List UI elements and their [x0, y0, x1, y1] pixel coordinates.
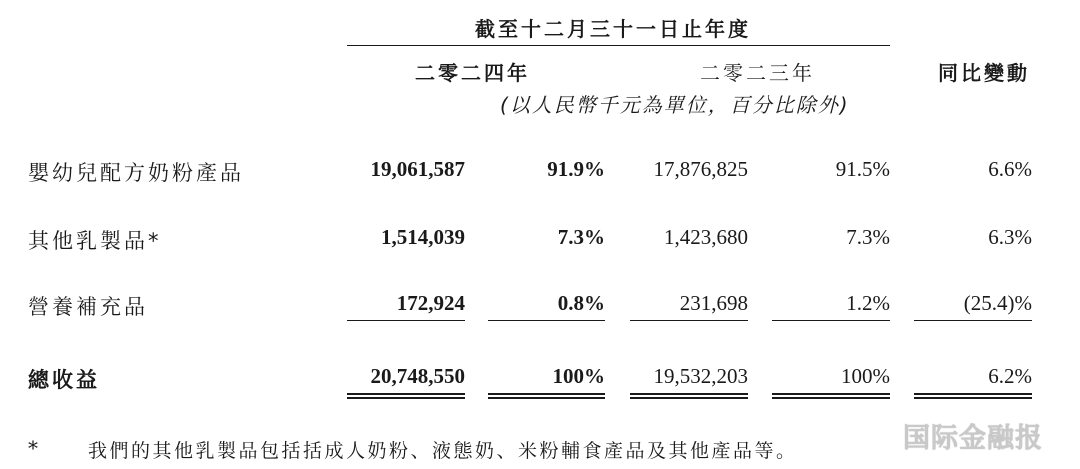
row-label: 嬰幼兒配方奶粉產品	[28, 161, 244, 185]
amount-2023: 1,423,680	[664, 225, 748, 249]
column-header-2024: 二零二四年	[415, 61, 530, 85]
percent-2023: 1.2%	[846, 291, 890, 315]
total-percent-2023: 100%	[841, 364, 890, 388]
column-header-2023: 二零二三年	[700, 61, 815, 85]
yoy-change: (25.4)%	[963, 291, 1032, 315]
header-rule	[347, 45, 890, 46]
row-label: 營養補充品	[28, 295, 148, 319]
footnote-text: 我們的其他乳製品包括括成人奶粉、液態奶、米粉輔食產品及其他產品等。	[88, 440, 798, 462]
yoy-change: 6.3%	[988, 225, 1032, 249]
period-title: 截至十二月三十一日止年度	[475, 17, 751, 41]
footnote-marker: *	[28, 436, 38, 460]
percent-2023: 7.3%	[846, 225, 890, 249]
yoy-change: 6.6%	[988, 157, 1032, 181]
percent-2024: 0.8%	[557, 291, 605, 315]
total-percent-2024: 100%	[552, 364, 605, 388]
total-label: 總收益	[28, 368, 100, 392]
amount-2024: 1,514,039	[381, 225, 465, 249]
total-yoy-change: 6.2%	[988, 364, 1032, 388]
amount-2023: 231,698	[679, 291, 748, 315]
amount-2023: 17,876,825	[653, 157, 748, 181]
percent-2024: 91.9%	[547, 157, 605, 181]
amount-2024: 19,061,587	[370, 157, 465, 181]
units-note: (以人民幣千元為單位，百分比除外)	[500, 93, 850, 117]
column-header-change: 同比變動	[938, 61, 1030, 85]
total-amount-2024: 20,748,550	[370, 364, 465, 388]
row-label: 其他乳製品*	[28, 229, 162, 253]
percent-2024: 7.3%	[557, 225, 605, 249]
percent-2023: 91.5%	[835, 157, 890, 181]
amount-2024: 172,924	[396, 291, 465, 315]
total-amount-2023: 19,532,203	[653, 364, 748, 388]
watermark-logo: 国际金融报	[903, 423, 1043, 454]
